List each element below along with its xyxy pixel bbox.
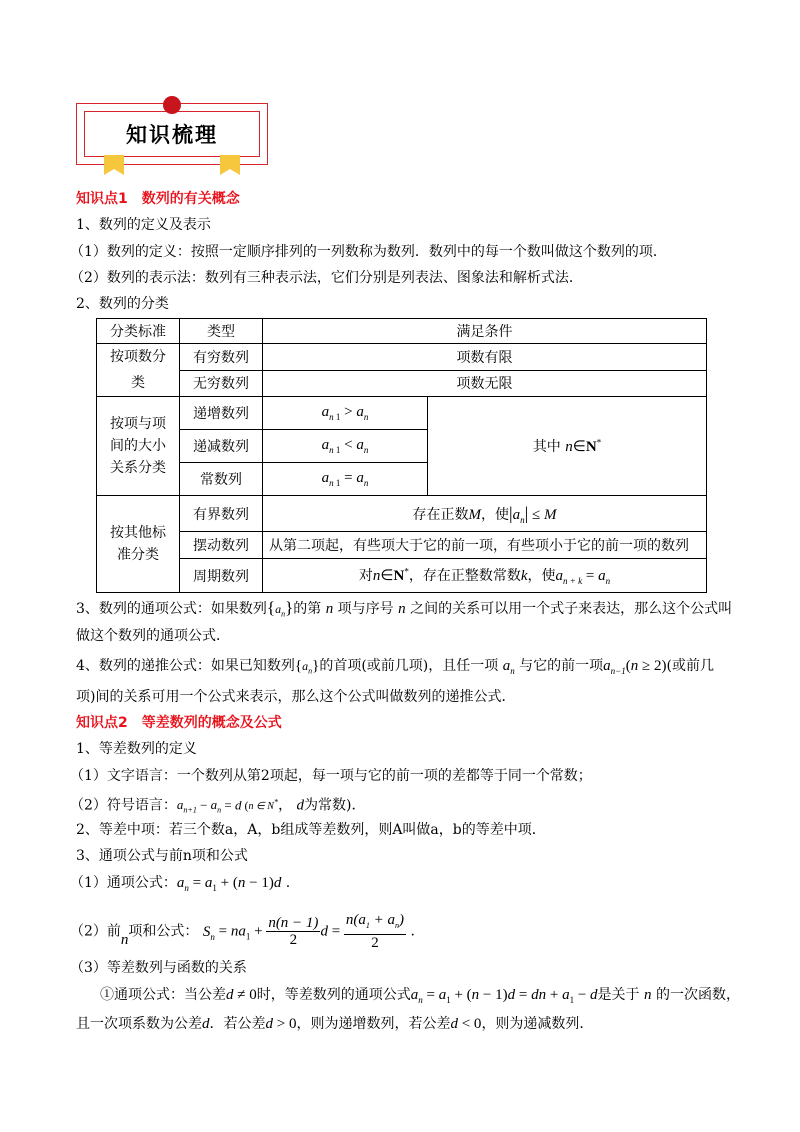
sum-formula: （2）前n项和公式： $S_n = na_1$ + $\frac{n(n - 1)}{2}$ d = $\frac{n(a_1 + a_n)}{2}$ .	[70, 912, 415, 951]
banner-title: 知识梳理	[84, 111, 260, 157]
header-condition: 满足条件	[263, 319, 707, 344]
general-term-line1: 3、数列的通项公式：如果数列$\{a_n\}$的第 n 项与序号 n 之间的关系可以用一个式子来表达，那么这个公式叫	[76, 598, 733, 619]
subheading-formulas: 3、通项公式与前n项和公式	[76, 848, 248, 864]
general-term-formula: （1）通项公式：$a_n = a_1 + (n - 1)d$ .	[70, 875, 291, 893]
banner-pin-icon	[163, 96, 181, 114]
cond-swing: 从第二项起，有些项大于它的前一项，有些项小于它的前一项的数列	[263, 532, 707, 559]
type-infinite: 无穷数列	[180, 370, 263, 397]
ribbon-left-icon	[104, 155, 124, 175]
recursive-line2: 项)间的关系可用一个公式来表示，那么这个公式叫做数列的递推公式．	[76, 689, 516, 705]
classification-table	[96, 318, 707, 593]
type-decreasing: 递减数列	[180, 430, 263, 463]
representation-text: （2）数列的表示法：数列有三种表示法，它们分别是列表法、图象法和解析式法．	[70, 270, 583, 286]
cond-decreasing: $a_n$ $_1 < a_n$	[263, 430, 428, 463]
text-language: （1）文字语言：一个数列从第2项起，每一项与它的前一项的差都等于同一个常数；	[70, 768, 592, 784]
subheading-definition: 1、数列的定义及表示	[76, 217, 211, 233]
subheading-arith-def: 1、等差数列的定义	[76, 741, 197, 757]
header-criterion: 分类标准	[97, 319, 180, 344]
cond-constant: $a_n$ $_1 = a_n$	[263, 463, 428, 496]
function-relation-line1: ①通项公式：当公差d ≠ 0时，等差数列的通项公式$a_n = a_1 + (n - 1)d$ = dn + $a_1 - d$是关于 n 的一次函数，	[100, 987, 740, 1005]
cond-finite: 项数有限	[263, 344, 707, 371]
symbol-language: （2）符号语言：$a_{n+1} - a_n = d$ (n ∈ N*， d为常数)．	[70, 797, 366, 815]
definition-text: （1）数列的定义：按照一定顺序排列的一列数称为数列．数列中的每一个数叫做这个数列的项．	[70, 244, 667, 260]
ribbon-right-icon	[220, 155, 240, 175]
subheading-classification: 2、数列的分类	[76, 296, 169, 312]
cond-where-n: 其中 n∈N*	[428, 397, 707, 496]
group-by-count: 按项数分类	[110, 349, 166, 391]
type-constant: 常数列	[180, 463, 263, 496]
group-other: 按其他标准分类	[110, 525, 166, 563]
type-bounded: 有界数列	[180, 496, 263, 532]
arith-mean: 2、等差中项：若三个数a，A，b组成等差数列，则A叫做a，b的等差中项．	[76, 822, 546, 838]
type-increasing: 递增数列	[180, 397, 263, 430]
general-term-line2: 做这个数列的通项公式．	[76, 628, 230, 644]
cond-increasing: $a_n$ $_1 > a_n$	[263, 397, 428, 430]
section-heading-2: 知识点2 等差数列的概念及公式	[76, 715, 282, 731]
cond-infinite: 项数无限	[263, 370, 707, 397]
section-heading-1: 知识点1 数列的有关概念	[76, 191, 240, 207]
header-type: 类型	[180, 319, 263, 344]
type-periodic: 周期数列	[180, 559, 263, 593]
recursive-line1: 4、数列的递推公式：如果已知数列$\{a_n\}$的首项(或前几项)，且任一项 $a_n$ 与它的前一项$a_{n-1}(n \ge 2)$(或前几	[76, 658, 714, 676]
group-by-size: 按项与项间的大小关系分类	[110, 416, 166, 476]
type-finite: 有穷数列	[180, 344, 263, 371]
function-relation-line2: 且一次项系数为公差d．若公差d > 0，则为递增数列，若公差d < 0，则为递减数列．	[76, 1016, 594, 1032]
cond-periodic: 对n∈N*，存在正整数常数k，使$a_{n + k} = a_n$	[263, 559, 707, 593]
function-relation-heading: （3）等差数列与函数的关系	[70, 960, 247, 976]
cond-bounded: 存在正数M，使$|a_n| \le M$	[263, 496, 707, 532]
type-swing: 摆动数列	[180, 532, 263, 559]
